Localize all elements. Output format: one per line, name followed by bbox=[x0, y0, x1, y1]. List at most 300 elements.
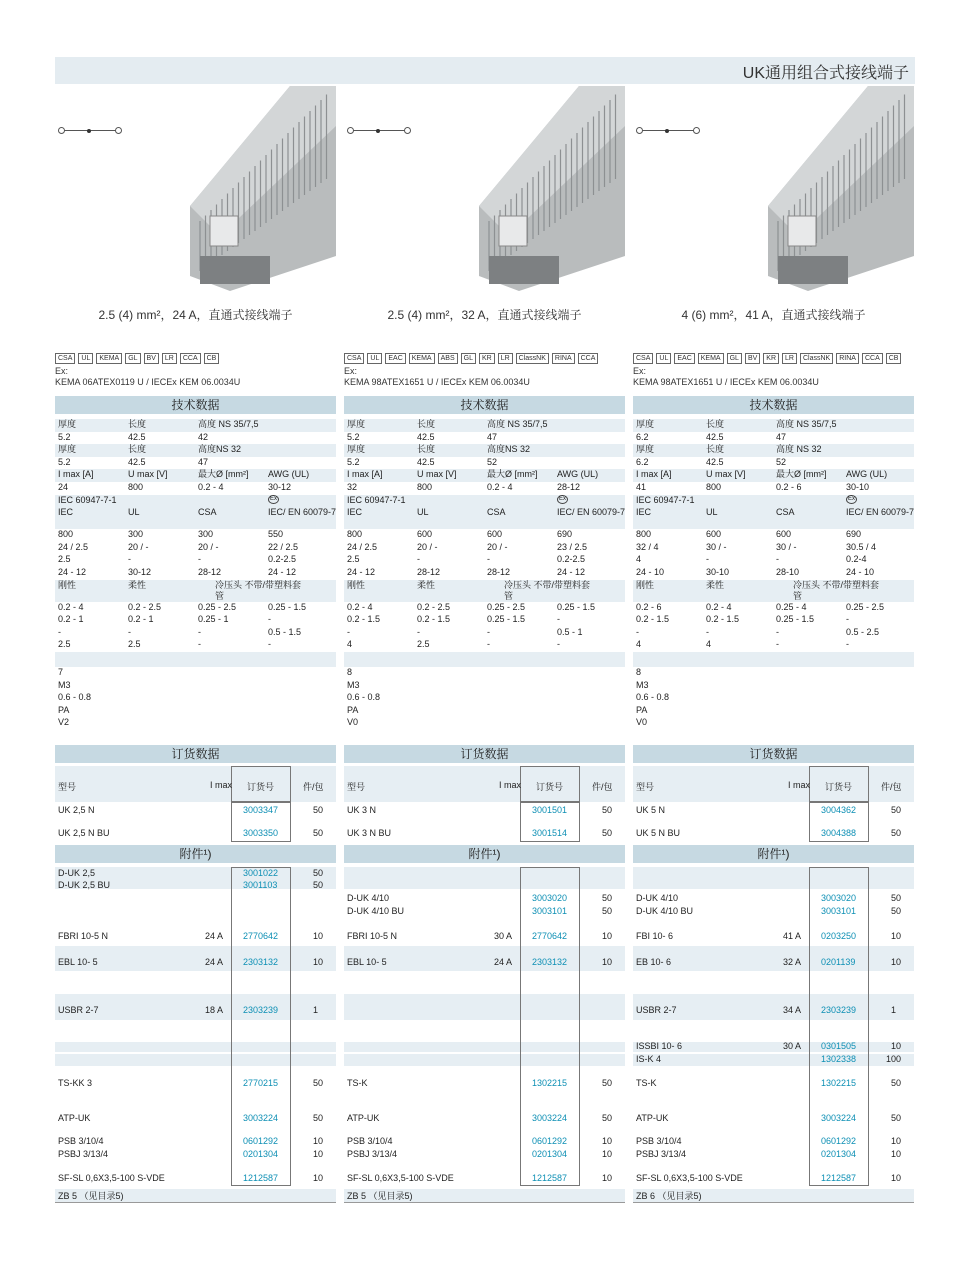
tech-cell: 52 bbox=[776, 456, 787, 467]
tech-cell: 0.25 - 1.5 bbox=[268, 601, 307, 612]
tech-row bbox=[344, 627, 625, 640]
tech-cell: 690 bbox=[846, 529, 862, 540]
tech-cell: 24 - 12 bbox=[58, 566, 87, 577]
accessory-type: D-UK 4/10 BU bbox=[347, 906, 405, 916]
tech-cell: CSA bbox=[487, 507, 506, 518]
certifications bbox=[55, 352, 336, 388]
accessory-order-link[interactable]: 0201304 bbox=[821, 1149, 857, 1159]
tech-cell: 30-12 bbox=[268, 481, 292, 492]
accessory-pack: 10 bbox=[313, 957, 324, 967]
tech-cell: 最大Ø [mm²] bbox=[487, 469, 538, 480]
col-imax: I max bbox=[210, 780, 233, 790]
col-type: 型号 bbox=[58, 782, 77, 792]
accessory-pack: 10 bbox=[313, 1173, 324, 1183]
cert-mark-icon: GL bbox=[125, 353, 140, 364]
accessory-type: IS-K 4 bbox=[636, 1054, 662, 1064]
product-column bbox=[633, 86, 915, 1201]
accessory-row bbox=[633, 1053, 914, 1065]
tech-cell: - bbox=[846, 639, 849, 650]
tech-cell: 柔性 bbox=[128, 579, 147, 590]
accessory-type: ATP-UK bbox=[347, 1113, 380, 1123]
tech-row bbox=[633, 554, 914, 567]
tech-cell: PA bbox=[347, 704, 359, 715]
accessory-type: TS-K bbox=[347, 1078, 368, 1088]
tech-data-header: 技术数据 bbox=[55, 396, 336, 414]
order-table bbox=[633, 766, 914, 842]
tech-row bbox=[55, 652, 336, 667]
tech-cell: V2 bbox=[58, 717, 70, 728]
tech-cell: - bbox=[706, 626, 709, 637]
tech-cell: 0.2 - 4 bbox=[347, 601, 373, 612]
tech-row bbox=[633, 482, 914, 495]
order-number-link[interactable]: 3003350 bbox=[243, 828, 279, 838]
order-table-header bbox=[344, 766, 625, 802]
tech-cell: M3 bbox=[347, 679, 360, 690]
accessory-type: ATP-UK bbox=[58, 1113, 91, 1123]
tech-row bbox=[344, 680, 625, 693]
col-order-no: 订货号 bbox=[825, 782, 853, 792]
accessory-order-link[interactable]: 3003224 bbox=[243, 1113, 279, 1123]
accessory-row bbox=[633, 1135, 914, 1147]
accessory-order-link[interactable]: 1212587 bbox=[821, 1173, 857, 1183]
tech-row bbox=[344, 580, 625, 602]
accessory-order-link[interactable]: 0201304 bbox=[243, 1149, 279, 1159]
order-pack: 50 bbox=[891, 805, 902, 815]
tech-cell: 最大Ø [mm²] bbox=[198, 469, 249, 480]
order-type: UK 3 N BU bbox=[347, 828, 392, 838]
tech-cell: - bbox=[487, 626, 490, 637]
order-number-link[interactable]: 3004362 bbox=[821, 805, 857, 815]
tech-cell: 0.25 - 1 bbox=[198, 614, 229, 625]
accessory-type: D-UK 2,5 BU bbox=[58, 880, 111, 890]
tech-cell: 0.2 - 1 bbox=[58, 614, 84, 625]
tech-cell: U max [V] bbox=[128, 469, 168, 480]
tech-cell: CSA bbox=[776, 507, 795, 518]
tech-cell: 20 / - bbox=[128, 541, 149, 552]
tech-cell: - bbox=[776, 554, 779, 565]
accessory-pack: 10 bbox=[602, 957, 613, 967]
tech-cell: 0.2 - 1 bbox=[128, 614, 154, 625]
accessory-order-link[interactable]: 1212587 bbox=[243, 1173, 279, 1183]
accessory-type: PSB 3/10/4 bbox=[636, 1136, 682, 1146]
tech-cell: 0.25 - 1.5 bbox=[776, 614, 815, 625]
order-table-header bbox=[55, 766, 336, 802]
tech-cell: 0.2 - 6 bbox=[776, 481, 802, 492]
tech-cell: I max [A] bbox=[58, 469, 94, 480]
accessories-header: 附件¹) bbox=[344, 845, 625, 863]
order-number-link[interactable]: 3004388 bbox=[821, 828, 857, 838]
order-row bbox=[633, 827, 914, 839]
tech-row bbox=[633, 432, 914, 445]
tech-cell: - bbox=[636, 626, 639, 637]
accessory-row bbox=[55, 1004, 336, 1016]
tech-cell: 550 bbox=[268, 529, 284, 540]
tech-row bbox=[344, 432, 625, 445]
accessory-type: PSB 3/10/4 bbox=[58, 1136, 104, 1146]
tech-cell: AWG (UL) bbox=[846, 469, 888, 480]
tech-cell: 42.5 bbox=[128, 431, 146, 442]
accessory-type: SF-SL 0,6X3,5-100 S-VDE bbox=[636, 1173, 743, 1183]
tech-cell: 7 bbox=[58, 666, 64, 677]
accessory-order-link[interactable]: 1302215 bbox=[821, 1078, 857, 1088]
tech-cell: 24 - 10 bbox=[636, 566, 665, 577]
ex-icon: Ex bbox=[848, 495, 856, 502]
accessory-pack: 50 bbox=[602, 893, 613, 903]
schematic-symbol-icon bbox=[347, 127, 411, 135]
tech-cell: 20 / - bbox=[417, 541, 438, 552]
accessory-row bbox=[633, 1112, 914, 1124]
tech-cell: M3 bbox=[636, 679, 649, 690]
cert-mark-icon: UL bbox=[78, 353, 93, 364]
accessory-row bbox=[633, 956, 914, 968]
accessory-pack: 10 bbox=[602, 1173, 613, 1183]
tech-cell: 厚度 bbox=[347, 444, 366, 455]
accessory-type: SF-SL 0,6X3,5-100 S-VDE bbox=[347, 1173, 454, 1183]
order-table-header bbox=[633, 766, 914, 802]
accessory-type: TS-KK 3 bbox=[58, 1078, 93, 1088]
tech-cell: 0.2 - 4 bbox=[487, 481, 513, 492]
tech-row bbox=[633, 717, 914, 730]
tech-cell: 厚度 bbox=[58, 444, 77, 455]
tech-cell: 0.25 - 2.5 bbox=[846, 601, 885, 612]
tech-cell: - bbox=[417, 626, 420, 637]
accessory-pack: 50 bbox=[313, 868, 324, 878]
accessory-current: 24 A bbox=[494, 957, 513, 967]
tech-row bbox=[344, 652, 625, 667]
accessory-current: 34 A bbox=[783, 1005, 802, 1015]
cert-mark-icon: EAC bbox=[385, 353, 405, 364]
tech-cell: - bbox=[487, 554, 490, 565]
accessory-row bbox=[633, 1148, 914, 1160]
tech-row bbox=[633, 419, 914, 432]
tech-cell: I max [A] bbox=[347, 469, 383, 480]
accessory-order-link[interactable]: 2770215 bbox=[243, 1078, 279, 1088]
page-title-bar bbox=[55, 57, 915, 84]
tech-cell: 厚度 bbox=[636, 419, 655, 429]
tech-cell: 800 bbox=[128, 481, 144, 492]
tech-row bbox=[55, 680, 336, 693]
accessory-order-link[interactable]: 3003020 bbox=[532, 893, 568, 903]
cert-mark-icon: CB bbox=[886, 353, 902, 364]
tech-cell: 刚性 bbox=[58, 579, 77, 590]
tech-cell: 厚度 bbox=[636, 444, 655, 455]
accessory-pack: 10 bbox=[313, 931, 324, 941]
tech-row bbox=[633, 529, 914, 542]
tech-row bbox=[55, 469, 336, 482]
tech-cell: - bbox=[128, 554, 131, 565]
tech-cell: U max [V] bbox=[706, 469, 746, 480]
tech-cell: - bbox=[198, 626, 201, 637]
cert-mark-icon: CSA bbox=[344, 353, 364, 364]
accessory-order-link[interactable]: 0203250 bbox=[821, 931, 857, 941]
accessory-order-link[interactable]: 3001022 bbox=[243, 868, 279, 878]
tech-cell: 冷压头 不带/带塑料套管 bbox=[215, 579, 302, 601]
tech-row bbox=[633, 602, 914, 615]
accessory-type: D-UK 4/10 bbox=[347, 893, 390, 903]
order-row bbox=[344, 804, 625, 816]
accessory-pack: 10 bbox=[313, 1136, 324, 1146]
accessory-row bbox=[633, 892, 914, 904]
accessory-order-link[interactable]: 3001103 bbox=[243, 880, 278, 890]
accessory-current: 30 A bbox=[783, 1041, 802, 1051]
order-pack: 50 bbox=[313, 828, 324, 838]
tech-data-table bbox=[633, 419, 914, 730]
accessory-type: ISSBI 10- 6 bbox=[636, 1041, 683, 1051]
tech-row bbox=[344, 529, 625, 542]
tech-cell: 0.25 - 1.5 bbox=[557, 601, 596, 612]
tech-cell: 20 / - bbox=[198, 541, 219, 552]
tech-cell: 0.25 - 2.5 bbox=[487, 601, 526, 612]
tech-row bbox=[55, 705, 336, 718]
tech-cell: 0.2 - 4 bbox=[198, 481, 224, 492]
tech-cell: 2.5 bbox=[58, 554, 71, 565]
cert-mark-icon: UL bbox=[367, 353, 382, 364]
tech-row bbox=[55, 507, 336, 529]
accessory-pack: 10 bbox=[891, 1149, 902, 1159]
tech-cell: 30-10 bbox=[706, 566, 730, 577]
tech-row bbox=[633, 639, 914, 652]
tech-row bbox=[55, 692, 336, 705]
tech-cell: 4 bbox=[636, 639, 642, 650]
accessory-order-link[interactable]: 3003020 bbox=[821, 893, 857, 903]
ex-line: Ex: bbox=[633, 366, 647, 376]
accessory-order-link[interactable]: 3003224 bbox=[532, 1113, 568, 1123]
tech-row bbox=[633, 542, 914, 555]
tech-cell: 长度 bbox=[128, 444, 147, 455]
product-column bbox=[55, 86, 337, 1201]
accessory-order-link[interactable]: 3003101 bbox=[532, 906, 568, 916]
tech-row bbox=[633, 667, 914, 680]
tech-cell: 0.25 - 4 bbox=[776, 601, 807, 612]
tech-cell: 20 / - bbox=[487, 541, 508, 552]
accessory-order-link[interactable]: 1302338 bbox=[821, 1054, 857, 1064]
col-pack: 件/包 bbox=[592, 782, 613, 792]
accessory-pack: 50 bbox=[602, 1113, 613, 1123]
order-pack: 50 bbox=[313, 805, 324, 815]
accessory-pack: 50 bbox=[891, 893, 902, 903]
cert-mark-icon: CB bbox=[204, 353, 220, 364]
tech-cell: 800 bbox=[58, 529, 74, 540]
product-photo bbox=[55, 86, 336, 296]
tech-row bbox=[344, 567, 625, 580]
accessory-current: 30 A bbox=[494, 931, 513, 941]
tech-row bbox=[344, 495, 625, 508]
tech-cell: 28-12 bbox=[487, 566, 511, 577]
kema-line: KEMA 06ATEX0119 U / IECEx KEM 06.0034U bbox=[55, 377, 241, 387]
tech-cell: 28-12 bbox=[557, 481, 581, 492]
tech-cell: V0 bbox=[347, 717, 359, 728]
accessory-row bbox=[344, 1077, 625, 1089]
tech-cell: 4 bbox=[706, 639, 712, 650]
tech-cell: 800 bbox=[347, 529, 363, 540]
order-pack: 50 bbox=[891, 828, 902, 838]
tech-row bbox=[55, 567, 336, 580]
accessory-pack: 50 bbox=[891, 906, 902, 916]
accessory-type: FBI 10- 6 bbox=[636, 931, 674, 941]
tech-cell: 28-12 bbox=[417, 566, 441, 577]
cert-mark-icon: BV bbox=[144, 353, 159, 364]
accessory-order-link[interactable]: 1212587 bbox=[532, 1173, 568, 1183]
tech-row bbox=[55, 639, 336, 652]
accessory-type: PSB 3/10/4 bbox=[347, 1136, 393, 1146]
tech-row bbox=[633, 580, 914, 602]
cert-mark-icon: BV bbox=[745, 353, 760, 364]
cert-mark-icon: KEMA bbox=[698, 353, 724, 364]
tech-row bbox=[55, 529, 336, 542]
col-pack: 件/包 bbox=[881, 782, 902, 792]
kema-line: KEMA 98ATEX1651 U / IECEx KEM 06.0034U bbox=[633, 377, 819, 387]
tech-cell: 28-10 bbox=[776, 566, 800, 577]
cert-mark-icon: GL bbox=[461, 353, 476, 364]
tech-row bbox=[633, 627, 914, 640]
product-photo bbox=[633, 86, 914, 296]
tech-row bbox=[344, 614, 625, 627]
catalog-reference: ZB 5 （见目录5) bbox=[344, 1189, 625, 1203]
accessory-type: FBRI 10-5 N bbox=[347, 931, 398, 941]
tech-row bbox=[55, 432, 336, 445]
col-order-no: 订货号 bbox=[247, 782, 275, 792]
accessory-order-link[interactable]: 1302215 bbox=[532, 1078, 568, 1088]
certifications bbox=[344, 352, 625, 388]
accessory-order-link[interactable]: 3003101 bbox=[821, 906, 857, 916]
accessory-order-link[interactable]: 0201304 bbox=[532, 1149, 568, 1159]
tech-cell: 600 bbox=[776, 529, 792, 540]
tech-cell: - bbox=[198, 639, 201, 650]
terminal-block-image bbox=[479, 86, 625, 291]
ex-line: Ex: bbox=[55, 366, 69, 376]
accessory-pack: 50 bbox=[891, 1078, 902, 1088]
tech-cell: 2.5 bbox=[58, 639, 71, 650]
tech-cell: - bbox=[557, 639, 560, 650]
accessory-order-link[interactable]: 2770642 bbox=[243, 931, 279, 941]
accessory-row bbox=[344, 1172, 625, 1184]
order-data-header: 订货数据 bbox=[55, 745, 336, 763]
cert-mark-icon: KEMA bbox=[409, 353, 435, 364]
tech-cell: - bbox=[347, 626, 350, 637]
certifications bbox=[633, 352, 914, 388]
accessory-order-link[interactable]: 2303132 bbox=[532, 957, 568, 967]
accessory-order-link[interactable]: 3003224 bbox=[821, 1113, 857, 1123]
tech-cell: 高度 NS 35/7,5 bbox=[198, 419, 259, 429]
terminal-block-image bbox=[190, 86, 336, 291]
accessory-order-link[interactable]: 0601292 bbox=[243, 1136, 279, 1146]
accessory-current: 41 A bbox=[783, 931, 802, 941]
order-row bbox=[633, 804, 914, 816]
tech-cell: 2.5 bbox=[417, 639, 430, 650]
tech-cell: 0.2-2.5 bbox=[557, 554, 586, 565]
tech-cell: 32 / 4 bbox=[636, 541, 659, 552]
tech-cell: 52 bbox=[487, 456, 498, 467]
accessory-current: 24 A bbox=[205, 957, 224, 967]
order-number-link[interactable]: 3003347 bbox=[243, 805, 279, 815]
tech-cell: 厚度 bbox=[347, 419, 366, 429]
tech-cell: 厚度 bbox=[58, 419, 77, 429]
accessory-order-link[interactable]: 0601292 bbox=[532, 1136, 568, 1146]
order-number-link[interactable]: 3001501 bbox=[532, 805, 568, 815]
order-data-header: 订货数据 bbox=[633, 745, 914, 763]
tech-row bbox=[344, 554, 625, 567]
tech-cell: 2.5 bbox=[128, 639, 141, 650]
tech-row bbox=[344, 419, 625, 432]
tech-cell: 0.2 - 4 bbox=[58, 601, 84, 612]
cert-mark-icon: RINA bbox=[836, 353, 859, 364]
tech-cell: 30-10 bbox=[846, 481, 870, 492]
accessory-current: 32 A bbox=[783, 957, 802, 967]
tech-row bbox=[633, 614, 914, 627]
accessory-row bbox=[55, 867, 336, 879]
tech-cell: 24 - 12 bbox=[268, 566, 297, 577]
page-title: UK通用组合式接线端子 bbox=[742, 65, 909, 82]
tech-cell: 42.5 bbox=[417, 456, 435, 467]
tech-cell: 0.2 - 2.5 bbox=[417, 601, 451, 612]
accessory-order-link[interactable]: 2303239 bbox=[821, 1005, 857, 1015]
tech-row bbox=[633, 457, 914, 470]
tech-row bbox=[633, 705, 914, 718]
accessory-current: 24 A bbox=[205, 931, 224, 941]
tech-row bbox=[344, 639, 625, 652]
tech-row bbox=[633, 495, 914, 508]
order-pack: 50 bbox=[602, 805, 613, 815]
accessory-type: D-UK 4/10 bbox=[636, 893, 679, 903]
accessory-type: PSBJ 3/13/4 bbox=[347, 1149, 398, 1159]
tech-cell: 5.2 bbox=[347, 456, 360, 467]
tech-cell: 41 bbox=[636, 481, 647, 492]
cert-mark-icon: ClassNK bbox=[516, 353, 549, 364]
tech-cell: PA bbox=[58, 704, 70, 715]
tech-cell: - bbox=[268, 614, 271, 625]
tech-row bbox=[55, 580, 336, 602]
tech-cell: 47 bbox=[198, 456, 209, 467]
tech-cell: 长度 bbox=[706, 444, 725, 455]
tech-cell: 长度 bbox=[706, 419, 725, 429]
tech-row bbox=[344, 482, 625, 495]
tech-row bbox=[633, 692, 914, 705]
cert-mark-icon: KR bbox=[763, 353, 779, 364]
order-row bbox=[55, 827, 336, 839]
accessory-pack: 50 bbox=[313, 1113, 324, 1123]
cert-mark-icon: ABS bbox=[438, 353, 458, 364]
tech-cell: 0.25 - 1.5 bbox=[487, 614, 526, 625]
tech-cell: 长度 bbox=[128, 419, 147, 429]
tech-cell: 0.2 - 1.5 bbox=[347, 614, 381, 625]
tech-cell: - bbox=[128, 626, 131, 637]
accessory-row bbox=[344, 1135, 625, 1147]
tech-cell: 4 bbox=[636, 554, 642, 565]
order-type: UK 5 N bbox=[636, 805, 666, 815]
accessory-type: EBL 10- 5 bbox=[58, 957, 98, 967]
product-caption: 2.5 (4) mm²，24 A，直通式接线端子 bbox=[98, 308, 293, 322]
tech-cell: 32 bbox=[347, 481, 358, 492]
accessory-order-link[interactable]: 0201139 bbox=[821, 957, 856, 967]
tech-cell: - bbox=[268, 639, 271, 650]
accessory-order-link[interactable]: 2303239 bbox=[243, 1005, 279, 1015]
accessory-type: EBL 10- 5 bbox=[347, 957, 387, 967]
accessory-order-link[interactable]: 0301505 bbox=[821, 1041, 857, 1051]
tech-cell: 0.2 - 6 bbox=[636, 601, 662, 612]
order-table bbox=[55, 766, 336, 842]
accessory-order-link[interactable]: 2303132 bbox=[243, 957, 279, 967]
tech-row bbox=[633, 507, 914, 529]
accessory-order-link[interactable]: 0601292 bbox=[821, 1136, 857, 1146]
tech-row bbox=[55, 444, 336, 457]
tech-data-table bbox=[55, 419, 336, 730]
tech-cell: 6.2 bbox=[636, 456, 649, 467]
tech-data-header: 技术数据 bbox=[633, 396, 914, 414]
order-number-link[interactable]: 3001514 bbox=[532, 828, 568, 838]
accessory-order-link[interactable]: 2770642 bbox=[532, 931, 568, 941]
tech-cell: 800 bbox=[417, 481, 433, 492]
tech-cell: 24 / 2.5 bbox=[347, 541, 378, 552]
